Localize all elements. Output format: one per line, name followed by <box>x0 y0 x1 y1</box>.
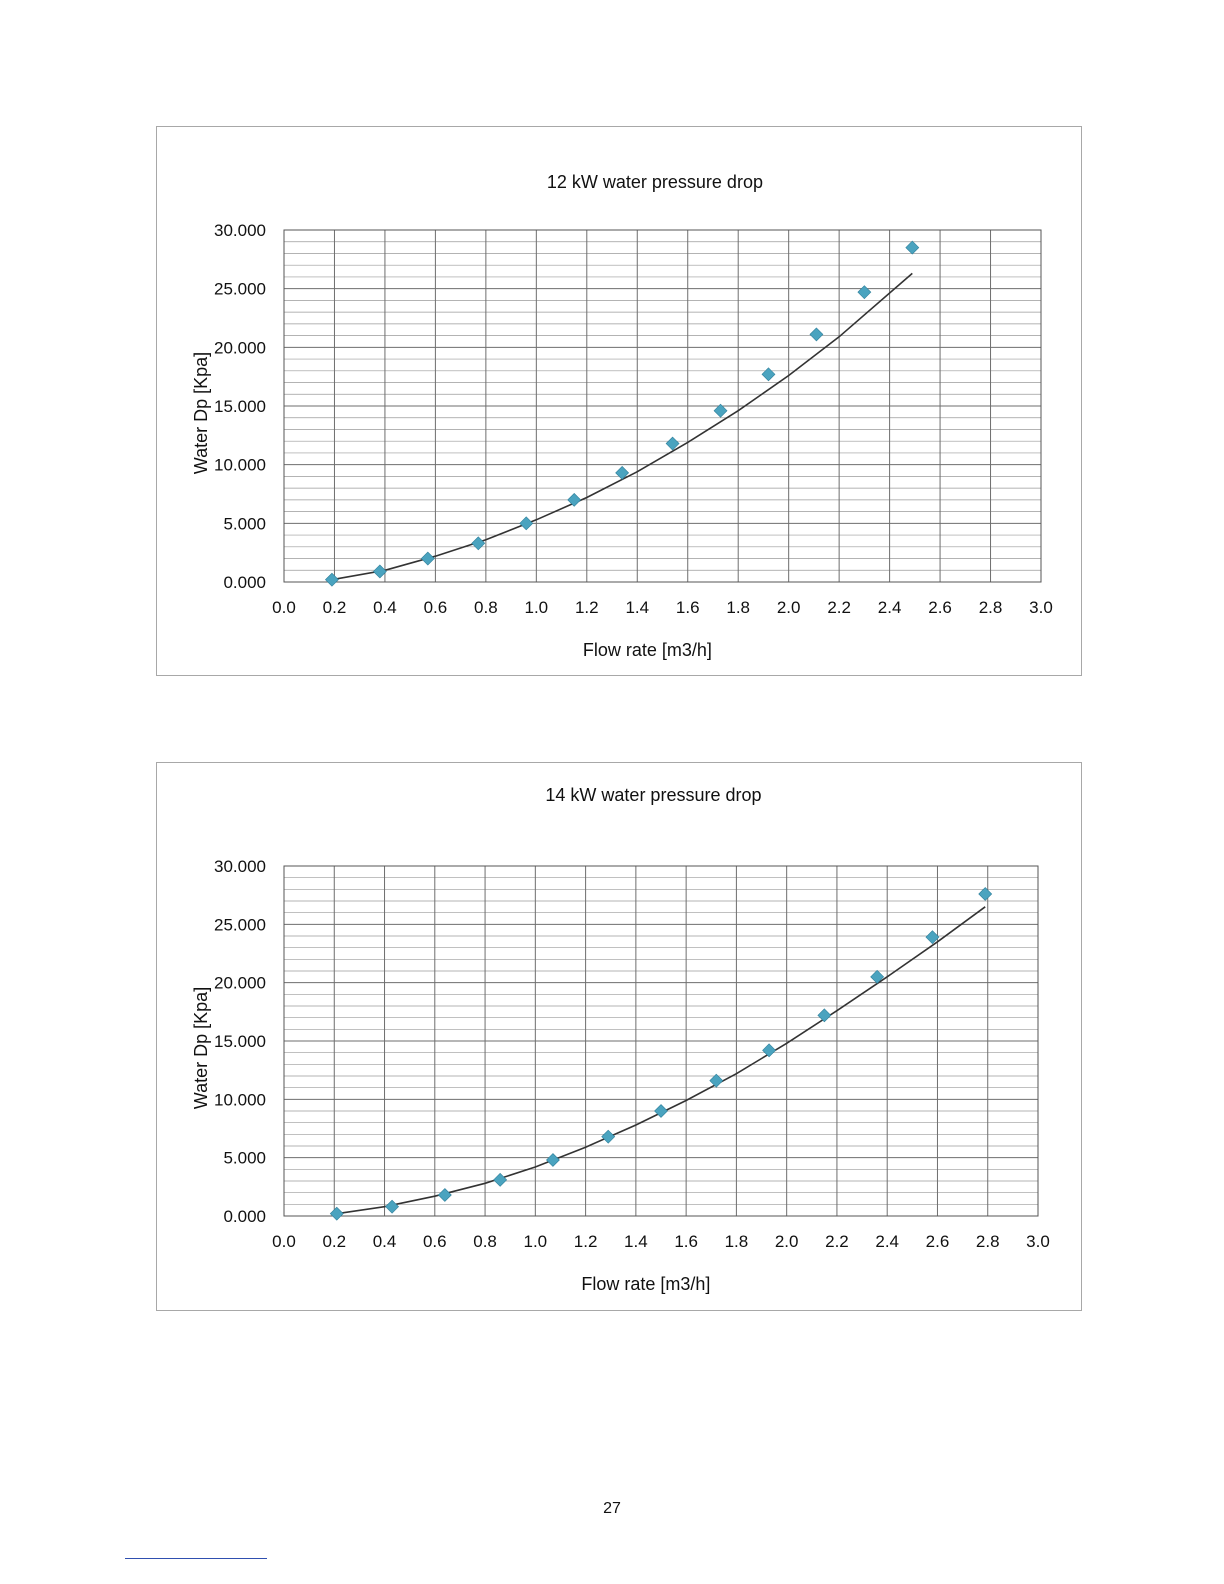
data-point <box>472 537 485 550</box>
x-tick-label: 0.2 <box>322 1232 347 1251</box>
data-point <box>858 286 871 299</box>
chart-14kw <box>156 762 1082 1311</box>
y-tick-label: 25.000 <box>214 915 266 935</box>
x-axis-label: Flow rate [m3/h] <box>582 640 712 660</box>
y-tick-label: 5.000 <box>223 514 266 534</box>
x-tick-label: 2.0 <box>774 1232 799 1251</box>
x-tick-label: 1.4 <box>625 598 650 617</box>
x-tick-label: 1.0 <box>524 598 549 617</box>
y-tick-label: 15.000 <box>214 397 266 416</box>
trendline <box>337 907 985 1214</box>
data-point <box>494 1173 507 1186</box>
y-tick-label: 25.000 <box>214 279 266 299</box>
data-point <box>818 1009 831 1022</box>
x-tick-label: 0.2 <box>322 598 347 617</box>
x-tick-label: 2.8 <box>978 598 1003 617</box>
x-tick-label: 0.8 <box>473 1232 497 1251</box>
x-tick-label: 2.0 <box>776 598 801 617</box>
x-tick-label: 2.6 <box>928 598 952 617</box>
data-point <box>421 552 434 565</box>
x-tick-label: 0.4 <box>373 598 397 617</box>
data-point <box>546 1154 559 1167</box>
x-tick-label: 1.6 <box>674 1232 698 1251</box>
x-tick-label: 3.0 <box>1029 598 1053 617</box>
data-point <box>602 1130 615 1143</box>
x-tick-label: 3.0 <box>1026 1232 1050 1251</box>
chart-12kw <box>156 126 1082 676</box>
x-tick-label: 2.2 <box>825 1232 849 1251</box>
x-tick-label: 0.8 <box>474 598 498 617</box>
x-tick-label: 2.8 <box>975 1232 1000 1251</box>
data-point <box>438 1189 451 1202</box>
y-axis-label: Water Dp [Kpa] <box>191 351 211 475</box>
y-tick-label: 0.000 <box>223 573 266 592</box>
data-point <box>325 573 338 586</box>
x-tick-label: 2.4 <box>875 1232 900 1251</box>
chart-12kw-svg <box>157 127 1083 677</box>
y-tick-label: 10.000 <box>214 455 266 475</box>
y-tick-label: 0.000 <box>223 1207 266 1226</box>
y-tick-label: 15.000 <box>214 1032 266 1051</box>
trendline <box>332 273 912 579</box>
y-tick-label: 20.000 <box>214 338 266 358</box>
x-tick-label: 1.8 <box>724 1232 749 1251</box>
x-tick-label: 0.0 <box>272 598 296 617</box>
x-tick-label: 0.0 <box>272 1232 296 1251</box>
x-tick-label: 2.2 <box>827 598 851 617</box>
data-point <box>330 1207 343 1220</box>
y-tick-label: 30.000 <box>214 857 266 876</box>
chart-title: 12 kW water pressure drop <box>546 172 763 192</box>
x-tick-label: 1.0 <box>523 1232 548 1251</box>
x-tick-label: 2.6 <box>925 1232 950 1251</box>
data-point <box>763 1044 776 1057</box>
data-point <box>906 241 919 254</box>
data-point <box>762 368 775 381</box>
y-tick-label: 5.000 <box>223 1148 266 1168</box>
y-tick-label: 30.000 <box>214 221 266 240</box>
chart-title: 14 kW water pressure drop <box>545 785 762 805</box>
data-point <box>520 517 533 530</box>
page-number: 27 <box>603 1500 621 1517</box>
x-tick-label: 0.6 <box>423 598 448 617</box>
x-tick-label: 1.6 <box>675 598 700 617</box>
data-point <box>386 1200 399 1213</box>
chart-14kw-svg <box>157 763 1083 1312</box>
footnote-separator <box>125 1558 267 1559</box>
data-point <box>810 328 823 341</box>
y-tick-label: 20.000 <box>214 973 266 993</box>
x-axis-label: Flow rate [m3/h] <box>581 1274 711 1294</box>
x-tick-label: 0.6 <box>422 1232 447 1251</box>
y-axis-label: Water Dp [Kpa] <box>191 986 211 1110</box>
x-tick-label: 1.2 <box>573 1232 598 1251</box>
x-tick-label: 0.4 <box>372 1232 397 1251</box>
y-tick-label: 10.000 <box>214 1090 266 1110</box>
x-tick-label: 1.2 <box>574 598 599 617</box>
x-tick-label: 1.8 <box>726 598 751 617</box>
x-tick-label: 1.4 <box>624 1232 648 1251</box>
x-tick-label: 2.4 <box>877 598 902 617</box>
